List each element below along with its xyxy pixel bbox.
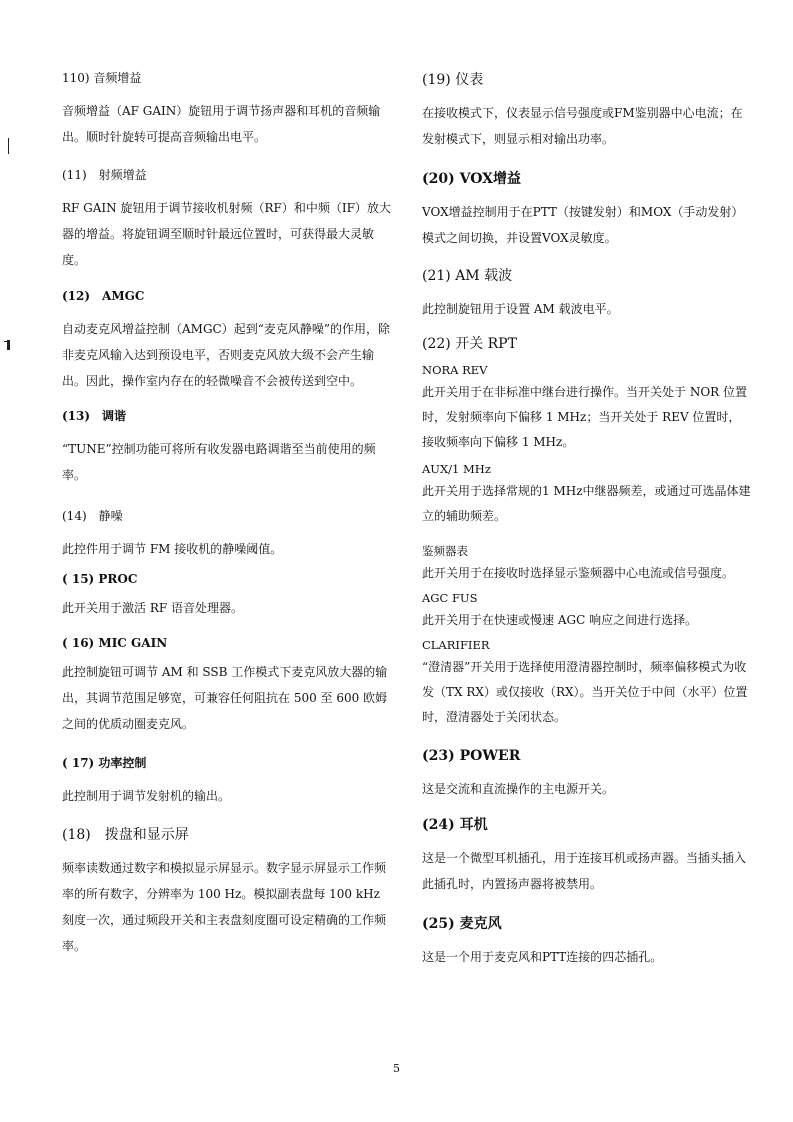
section-microphone: [422, 916, 752, 970]
section-heading: (12) AMGC: [62, 289, 145, 303]
sub-label: 鉴频器表: [422, 544, 468, 558]
section-am-carrier: [422, 268, 752, 322]
section-text: 这是一个微型耳机插孔，用于连接耳机或扬声器。当插头插入此插孔时，内置扬声器将被禁用。: [422, 851, 747, 891]
section-text: 此控制用于调节发射机的输出。: [62, 789, 231, 803]
sub-item-nora-rev: [422, 362, 752, 455]
sub-label: NORA REV: [422, 363, 488, 377]
section-text: 频率读数通过数字和模拟显示屏显示。数字显示屏显示工作频率的所有数字，分辨率为 100 Hz。模拟副表盘每 100 kHz 刻度一次，通过频段开关和主表盘刻度圈可设定精确的工作频率。: [62, 861, 387, 953]
sub-item-agc: [422, 590, 752, 633]
section-text: VOX增益控制用于在PTT（按键发射）和MOX（手动发射）模式之间切换，并设置VOX灵敏度。: [422, 205, 744, 245]
section-dial-display: [62, 827, 392, 959]
section-heading: ( 17) 功率控制: [62, 756, 147, 770]
section-headphones: [422, 817, 752, 897]
section-text: 此开关用于激活 RF 语音处理器。: [62, 601, 243, 615]
sub-text: 此开关用于在接收时选择显示鉴频器中心电流或信号强度。: [422, 566, 735, 580]
sub-label: AGC FUS: [422, 591, 478, 605]
section-rf-gain: [62, 167, 392, 273]
binding-mark: [4, 341, 8, 342]
section-heading: (11) 射频增益: [62, 168, 147, 182]
section-heading: (13) 调谐: [62, 409, 127, 423]
sub-text: “澄清器”开关用于选择使用澄清器控制时，频率偏移模式为收发（TX RX）或仅接收（RX）。当开关位于中间（水平）位置时，澄清器处于关闭状态。: [422, 660, 748, 724]
sub-text: 此开关用于选择常规的1 MHz中继器频差，或通过可选晶体建立的辅助频差。: [422, 484, 751, 523]
section-heading: (24) 耳机: [422, 817, 488, 833]
sub-item-discriminator-meter: [422, 543, 752, 586]
section-mic-gain: [62, 635, 392, 737]
sub-item-clarifier: [422, 637, 752, 730]
section-heading: (20) VOX增益: [422, 171, 522, 187]
section-heading: 110) 音频增益: [62, 71, 142, 85]
section-text: 音频增益（AF GAIN）旋钮用于调节扬声器和耳机的音频输出。顺时针旋转可提高音频输出电平。: [62, 104, 381, 144]
section-vox-gain: [422, 171, 752, 251]
sub-label: AUX/1 MHz: [422, 462, 491, 476]
section-heading: (25) 麦克风: [422, 916, 502, 932]
section-power: [422, 748, 752, 802]
section-squelch: [62, 508, 392, 562]
sub-label: CLARIFIER: [422, 638, 490, 652]
section-heading: ( 16) MIC GAIN: [62, 636, 168, 650]
section-11-audio-gain: [62, 70, 392, 150]
section-text: RF GAIN 旋钮用于调节接收机射频（RF）和中频（IF）放大器的增益。将旋钮调至顺时针最远位置时，可获得最大灵敏度。: [62, 201, 391, 267]
binding-mark: [8, 138, 9, 154]
section-heading: (18) 拨盘和显示屏: [62, 827, 189, 843]
section-amgc: [62, 288, 392, 394]
section-power-control: [62, 755, 392, 809]
page-number: 5: [393, 1062, 400, 1075]
section-text: 这是一个用于麦克风和PTT连接的四芯插孔。: [422, 950, 663, 964]
section-heading: (14) 静噪: [62, 509, 123, 523]
section-heading: ( 15) PROC: [62, 572, 138, 586]
section-text: 这是交流和直流操作的主电源开关。: [422, 782, 615, 796]
section-text: 此控制旋钮用于设置 AM 载波电平。: [422, 302, 619, 316]
sub-text: 此开关用于在非标准中继台进行操作。当开关处于 NOR 位置时，发射频率向下偏移 1 MHz；当开关处于 REV 位置时，接收频率向下偏移 1 MHz。: [422, 385, 748, 449]
section-text: 此控制旋钮可调节 AM 和 SSB 工作模式下麦克风放大器的输出，其调节范围足够宽，可兼容任何阻抗在 500 至 600 欧姆之间的优质动圈麦克风。: [62, 665, 388, 731]
section-text: 此控件用于调节 FM 接收机的静噪阈值。: [62, 542, 283, 556]
section-heading: (22) 开关 RPT: [422, 336, 517, 352]
section-heading: (23) POWER: [422, 748, 521, 764]
section-heading: (21) AM 载波: [422, 268, 513, 284]
section-text: “TUNE”控制功能可将所有收发器电路调谐至当前使用的频率。: [62, 442, 376, 482]
section-tune: [62, 408, 392, 488]
section-rpt-switch: [422, 336, 752, 730]
sub-text: 此开关用于在快速或慢速 AGC 响应之间进行选择。: [422, 613, 698, 627]
section-proc: [62, 571, 392, 621]
section-heading: (19) 仪表: [422, 72, 484, 88]
section-text: 自动麦克风增益控制（AMGC）起到“麦克风静噪”的作用，除非麦克风输入达到预设电平，否则麦克风放大级不会产生输出。因此，操作室内存在的轻微噪音不会被传送到空中。: [62, 322, 390, 388]
section-text: 在接收模式下，仪表显示信号强度或FM鉴别器中心电流；在发射模式下，则显示相对输出功率。: [422, 106, 743, 146]
sub-item-aux: [422, 461, 752, 529]
section-meter: [422, 72, 752, 152]
